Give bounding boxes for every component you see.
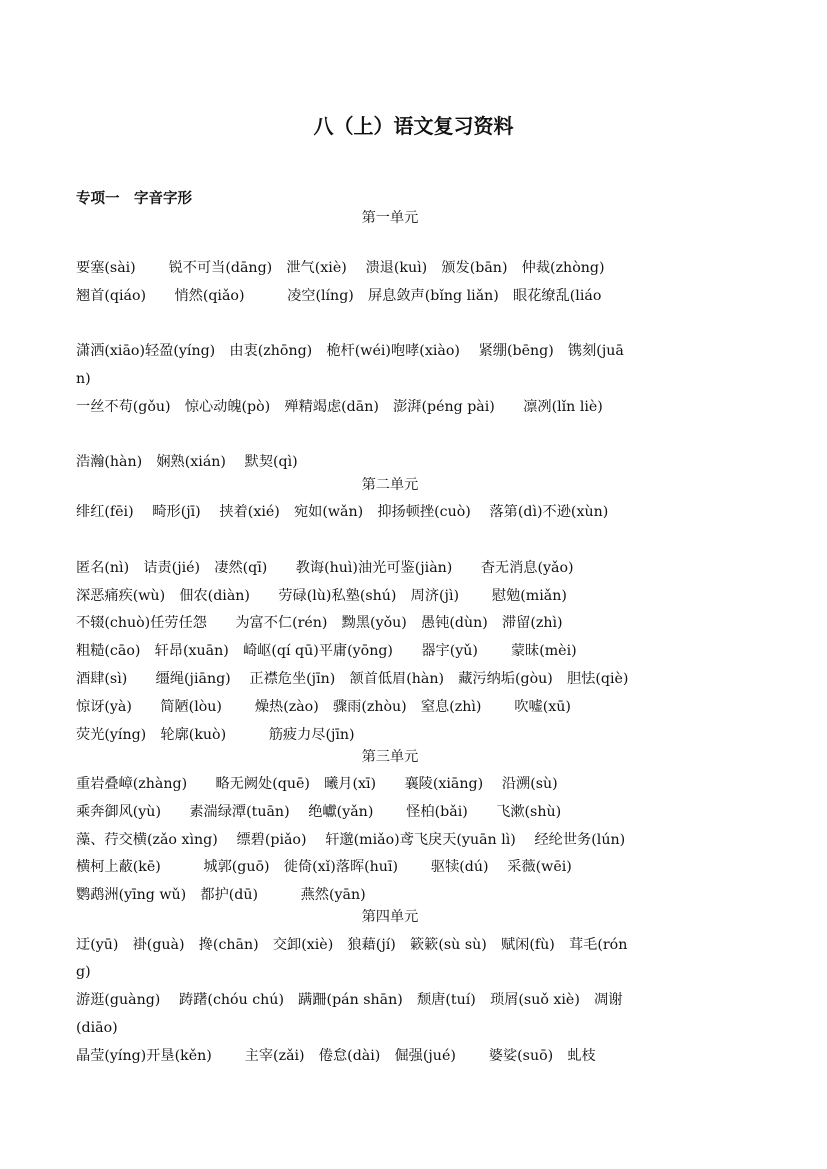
text-line: (diāo): [76, 1020, 118, 1036]
text-line: 酒肆(sì) 缰绳(jiāng) 正襟危坐(jīn) 颔首低眉(hàn) 藏污纳垢(gòu) 胆怯(qiè): [76, 671, 629, 687]
text-line: 潇洒(xiāo)轻盈(yíng) 由衷(zhōng) 桅杆(wéi)咆哮(xiào) 紧绷(bēng) 镌刻(juā: [76, 343, 624, 359]
text-line: 乘奔御风(yù) 素湍绿潭(tuān) 绝巘(yǎn) 怪柏(bǎi) 飞漱(shù): [76, 804, 562, 820]
text-line: n): [76, 371, 91, 387]
text-line: 藻、荇交横(zǎo xìng) 缥碧(piǎo) 轩邈(miǎo)鸢飞戾天(yuān lì) 经纶世务(lún): [76, 832, 626, 848]
text-line: 翘首(qiáo) 悄然(qiǎo) 凌空(líng) 屏息敛声(bǐng liǎn) 眼花缭乱(liáo: [76, 288, 602, 304]
text-line: 鹦鹉洲(yīng wǔ) 都护(dū) 燕然(yān): [76, 887, 366, 903]
unit-heading: 第二单元: [361, 477, 419, 493]
text-line: 浩瀚(hàn) 娴熟(xián) 默契(qì): [76, 454, 298, 470]
text-line: 迂(yū) 褂(guà) 搀(chān) 交卸(xiè) 狼藉(jí) 簌簌(sù sù) 赋闲(fù) 茸毛(rón: [76, 937, 628, 953]
text-line: 绯红(fēi) 畸形(jī) 挟着(xié) 宛如(wǎn) 抑扬顿挫(cuò) 落第(dì)不逊(xùn): [76, 504, 609, 520]
text-line: 不辍(chuò)任劳任怨 为富不仁(rén) 黝黑(yǒu) 愚钝(dùn) 滞留(zhì): [76, 615, 563, 631]
text-line: 惊讶(yà) 简陋(lòu) 燥热(zào) 骤雨(zhòu) 窒息(zhì) 吹嘘(xū): [76, 699, 571, 715]
text-line: g): [76, 964, 91, 980]
text-line: 深恶痛疾(wù) 佃农(diàn) 劳碌(lù)私塾(shú) 周济(jì) 慰勉(miǎn): [76, 588, 567, 604]
text-line: 粗糙(cāo) 轩昂(xuān) 崎岖(qí qū)平庸(yōng) 器宇(yǔ) 蒙昧(mèi): [76, 643, 577, 659]
text-line: 重岩叠嶂(zhàng) 略无阙处(quē) 曦月(xī) 襄陵(xiāng) 沿溯(sù): [76, 776, 558, 792]
unit-heading: 第一单元: [361, 210, 419, 226]
text-line: 晶莹(yíng)开垦(kěn) 主宰(zǎi) 倦怠(dài) 倔强(jué) 婆娑(suō) 虬枝: [76, 1048, 596, 1064]
page-title: 八（上）语文复习资料: [313, 114, 514, 138]
text-line: 游逛(guàng) 踌躇(chóu chú) 蹒跚(pán shān) 颓唐(tuí) 琐屑(suǒ xiè) 凋谢: [76, 992, 623, 1008]
unit-heading: 第三单元: [361, 749, 419, 765]
text-line: 荧光(yíng) 轮廓(kuò) 筋疲力尽(jīn): [76, 727, 355, 743]
unit-heading: 第四单元: [361, 909, 419, 925]
text-line: 一丝不苟(gǒu) 惊心动魄(pò) 殚精竭虑(dān) 澎湃(péng pài) 凛冽(lǐn liè): [76, 399, 603, 415]
text-line: 匿名(nì) 诘责(jié) 凄然(qī) 教诲(huì)油光可鉴(jiàn) 杳无消息(yǎo): [76, 560, 574, 576]
text-line: 横柯上蔽(kē) 城郭(guō) 徙倚(xǐ)落晖(huī) 驱犊(dú) 采薇(wēi): [76, 859, 572, 875]
text-line: 要塞(sài) 锐不可当(dāng) 泄气(xiè) 溃退(kuì) 颁发(bān) 仲裁(zhòng): [76, 260, 605, 276]
section-heading: 专项一 字音字形: [76, 191, 192, 207]
